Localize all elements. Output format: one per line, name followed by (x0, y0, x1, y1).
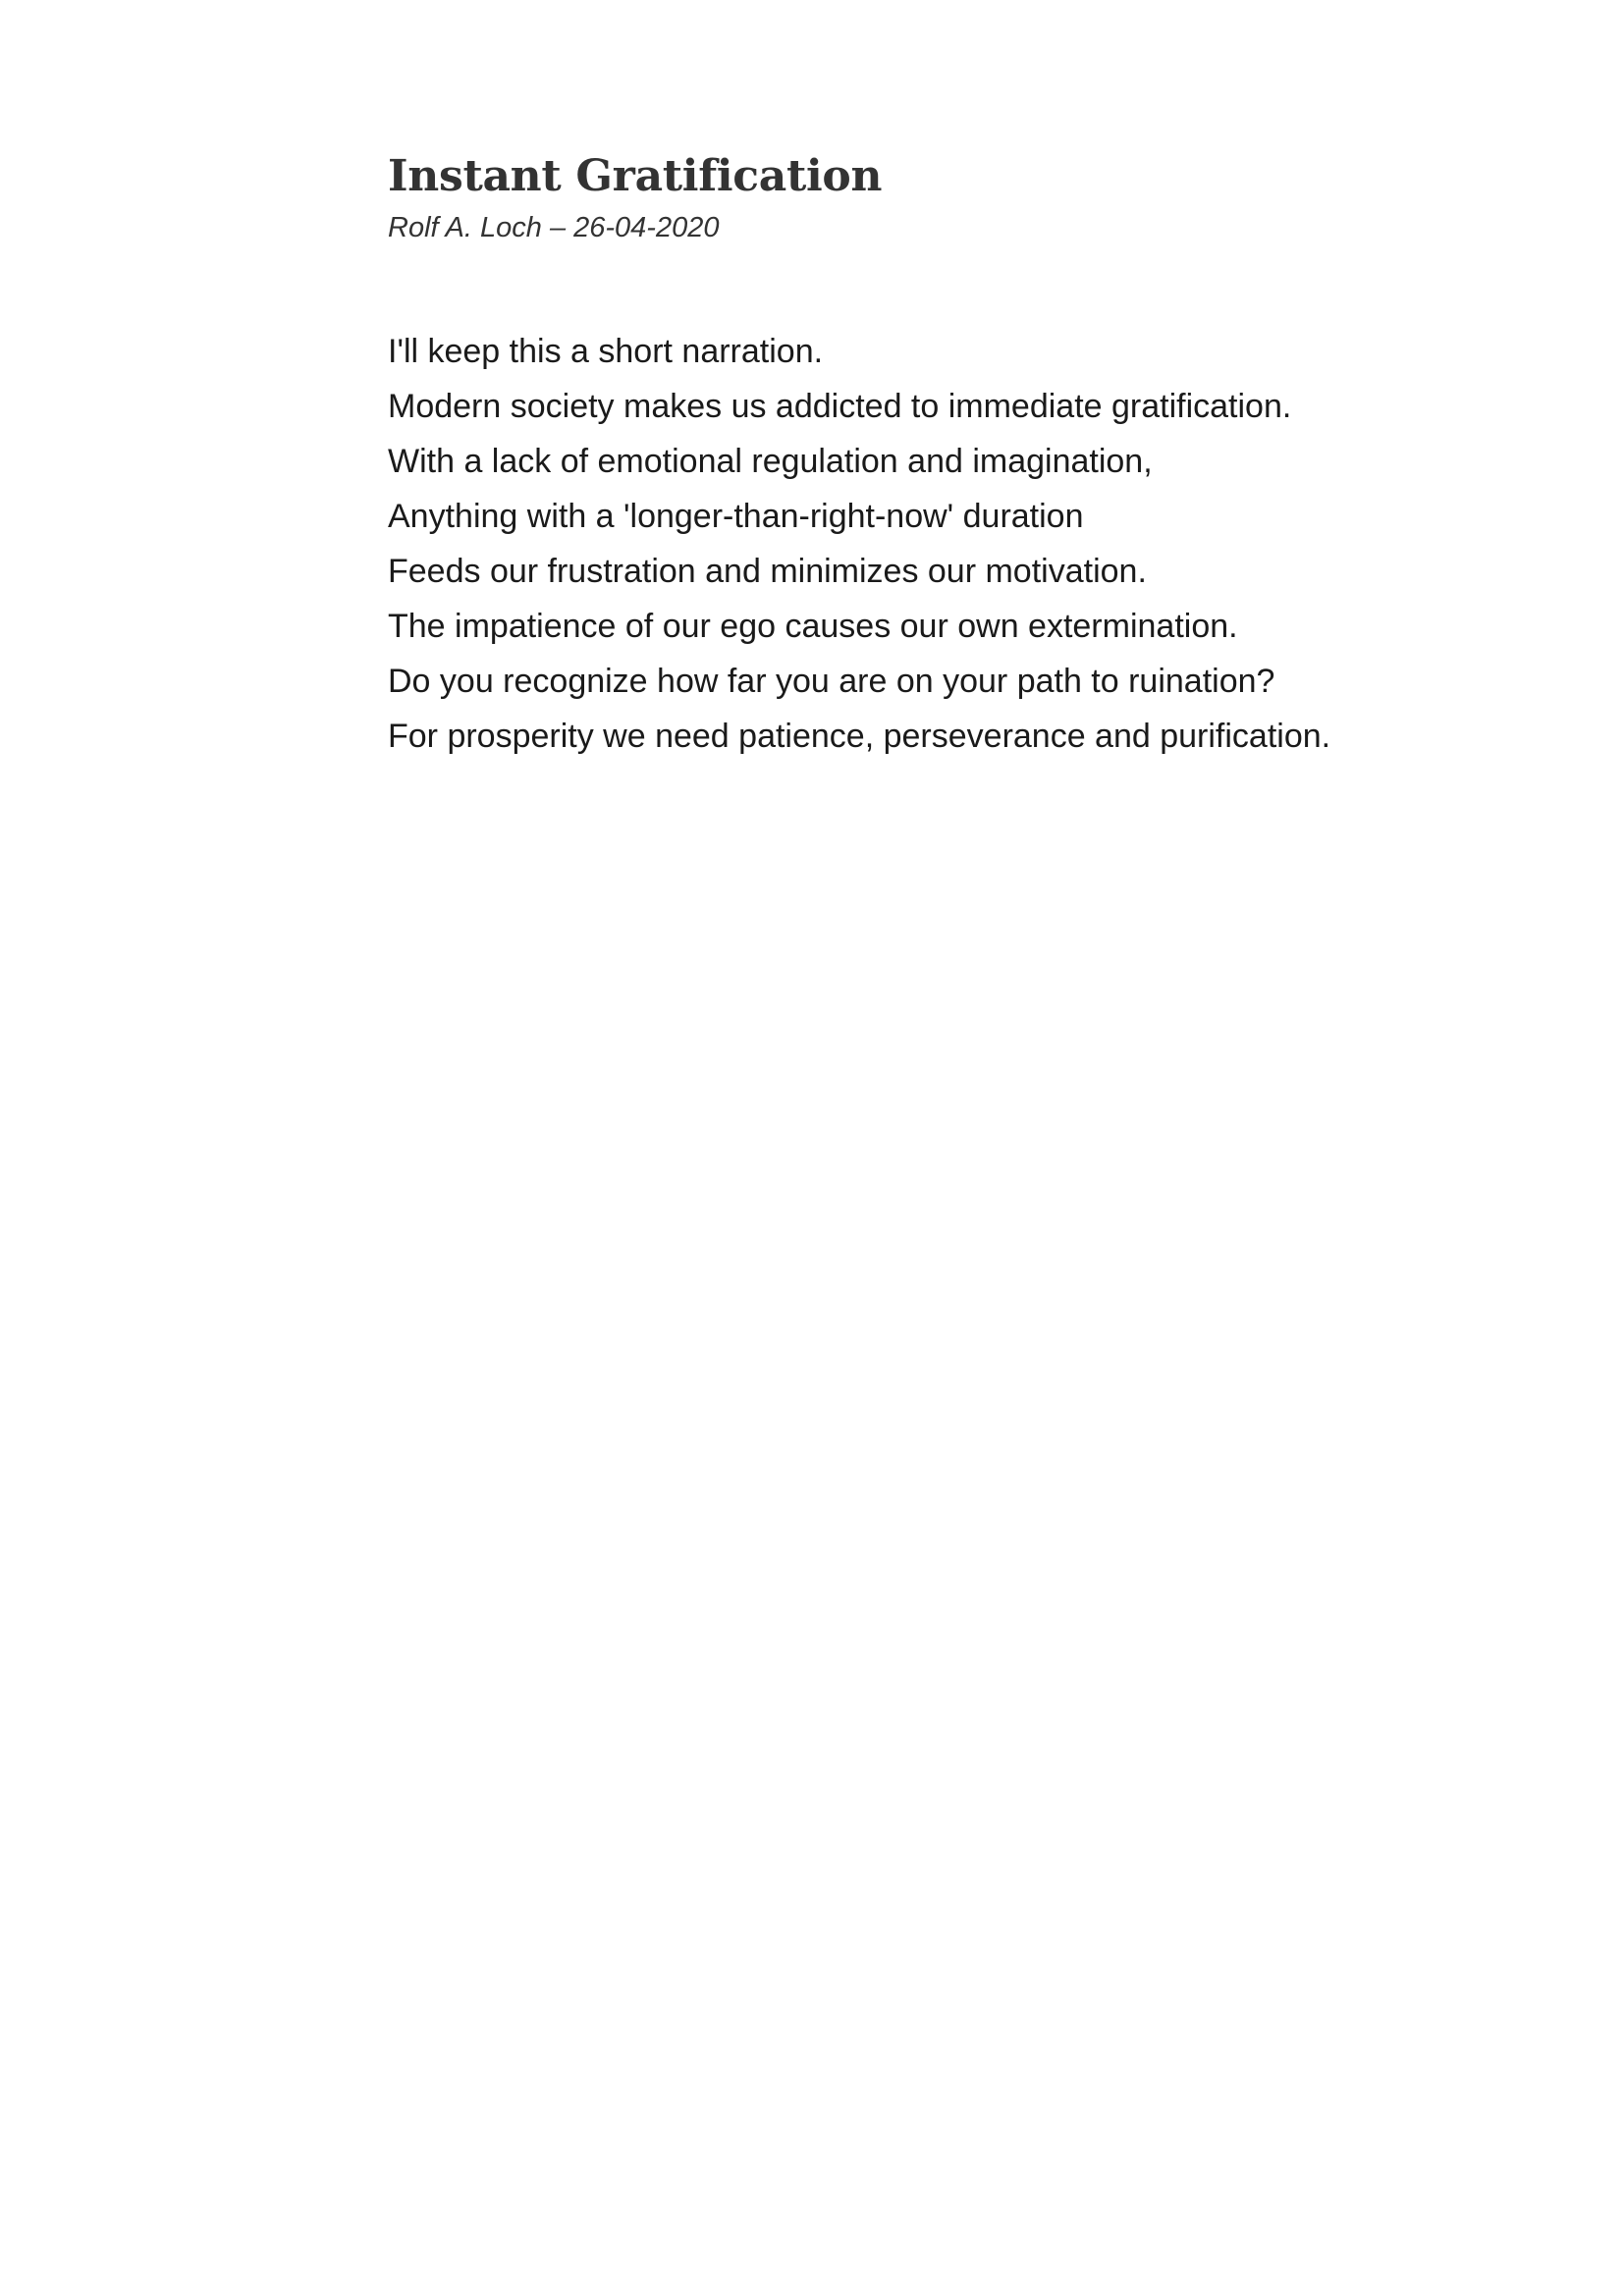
poem-line: I'll keep this a short narration. (388, 333, 824, 370)
poem-stanza (388, 324, 1507, 764)
poem-line: Do you recognize how far you are on your path to ruination? (388, 663, 1275, 700)
poem (388, 147, 1507, 764)
poem-line: Feeds our frustration and minimizes our motivation. (388, 553, 1147, 590)
poem-line: Modern society makes us addicted to immediate gratification. (388, 388, 1292, 425)
poem-byline: Rolf A. Loch – 26-04-2020 (388, 212, 720, 243)
poem-title: Instant Gratification (388, 151, 883, 201)
poem-line: For prosperity we need patience, perseverance and purification. (388, 718, 1331, 755)
poem-line: The impatience of our ego causes our own extermination. (388, 608, 1238, 645)
poem-line: Anything with a 'longer-than-right-now' duration (388, 498, 1084, 535)
poem-line: With a lack of emotional regulation and imagination, (388, 443, 1153, 480)
